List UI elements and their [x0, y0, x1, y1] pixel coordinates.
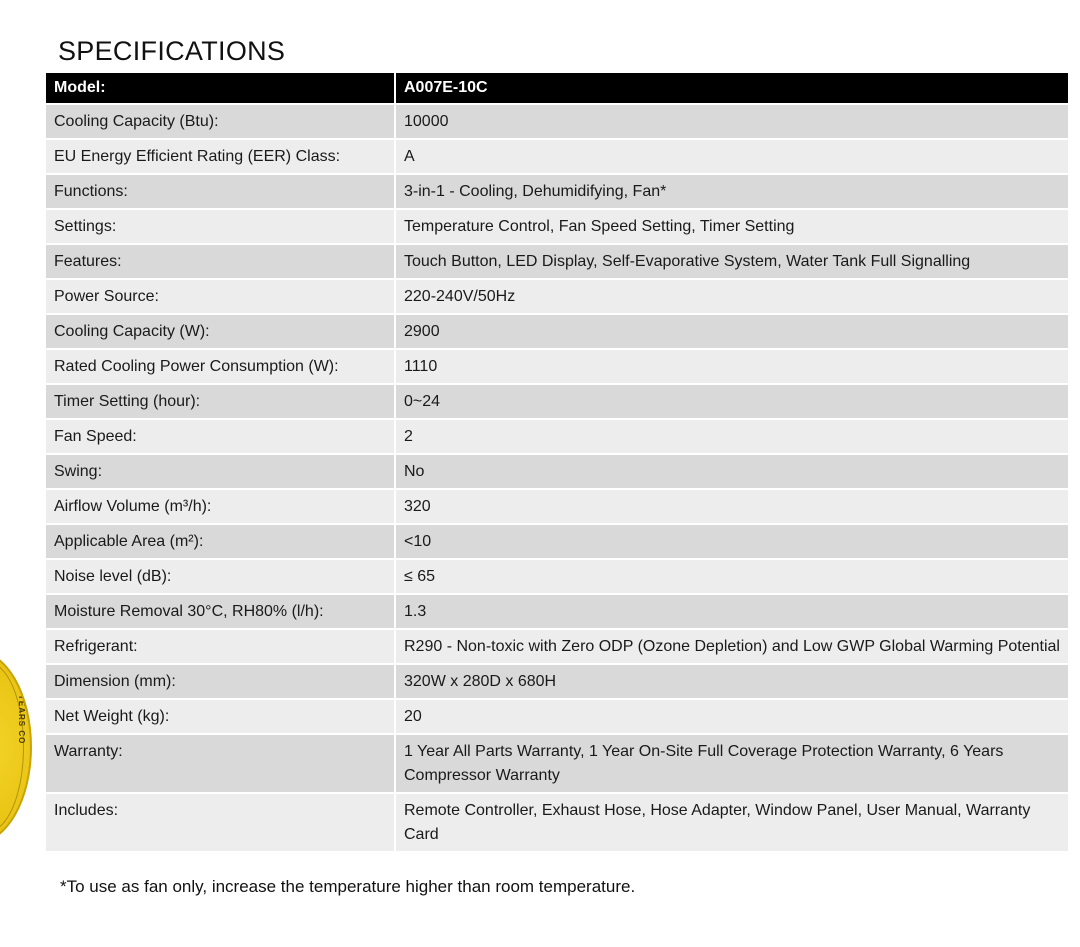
spec-label: Cooling Capacity (W):: [46, 315, 396, 350]
spec-value: R290 - Non-toxic with Zero ODP (Ozone Depletion) and Low GWP Global Warming Potential: [396, 630, 1068, 665]
spec-label: Net Weight (kg):: [46, 700, 396, 735]
table-row: [46, 630, 1068, 665]
table-row: [46, 735, 1068, 794]
page-title: SPECIFICATIONS: [58, 36, 286, 66]
spec-label: Fan Speed:: [46, 420, 396, 455]
table-row: [46, 794, 1068, 853]
spec-label: Functions:: [46, 175, 396, 210]
spec-value: 220-240V/50Hz: [396, 280, 1068, 315]
spec-value: Touch Button, LED Display, Self-Evaporative System, Water Tank Full Signalling: [396, 245, 1068, 280]
table-row: [46, 420, 1068, 455]
spec-value: Remote Controller, Exhaust Hose, Hose Adapter, Window Panel, User Manual, Warranty Card: [396, 794, 1068, 853]
table-row: [46, 175, 1068, 210]
spec-value: 3-in-1 - Cooling, Dehumidifying, Fan*: [396, 175, 1068, 210]
specifications-table: [46, 73, 1068, 853]
table-row: [46, 350, 1068, 385]
spec-value: No: [396, 455, 1068, 490]
spec-label: Airflow Volume (m³/h):: [46, 490, 396, 525]
spec-label: Swing:: [46, 455, 396, 490]
table-row: [46, 315, 1068, 350]
spec-value: 320: [396, 490, 1068, 525]
spec-value: ≤ 65: [396, 560, 1068, 595]
spec-label: Refrigerant:: [46, 630, 396, 665]
table-row: [46, 455, 1068, 490]
spec-label: Moisture Removal 30°C, RH80% (l/h):: [46, 595, 396, 630]
spec-label: Rated Cooling Power Consumption (W):: [46, 350, 396, 385]
table-row: [46, 280, 1068, 315]
table-row: [46, 700, 1068, 735]
table-row: [46, 105, 1068, 140]
spec-value: A: [396, 140, 1068, 175]
table-row: [46, 595, 1068, 630]
spec-value: 1 Year All Parts Warranty, 1 Year On-Site Full Coverage Protection Warranty, 6 Years Compressor Warranty: [396, 735, 1068, 794]
table-row: [46, 385, 1068, 420]
spec-label: Cooling Capacity (Btu):: [46, 105, 396, 140]
model-label: Model:: [46, 73, 396, 105]
spec-label: Noise level (dB):: [46, 560, 396, 595]
table-row: [46, 525, 1068, 560]
footnote: *To use as fan only, increase the temperature higher than room temperature.: [60, 877, 636, 896]
spec-label: Applicable Area (m²):: [46, 525, 396, 560]
spec-value: 10000: [396, 105, 1068, 140]
table-row: [46, 210, 1068, 245]
spec-value: 2: [396, 420, 1068, 455]
table-row: [46, 665, 1068, 700]
spec-value: <10: [396, 525, 1068, 560]
spec-value: 1110: [396, 350, 1068, 385]
spec-label: Dimension (mm):: [46, 665, 396, 700]
spec-value: 2900: [396, 315, 1068, 350]
spec-label: Power Source:: [46, 280, 396, 315]
spec-value: 320W x 280D x 680H: [396, 665, 1068, 700]
spec-value: Temperature Control, Fan Speed Setting, Timer Setting: [396, 210, 1068, 245]
table-row: [46, 245, 1068, 280]
table-row: [46, 560, 1068, 595]
spec-label: Warranty:: [46, 735, 396, 794]
spec-label: Includes:: [46, 794, 396, 853]
spec-label: EU Energy Efficient Rating (EER) Class:: [46, 140, 396, 175]
seal-text: 6 YEARS CO: [17, 686, 26, 745]
spec-label: Settings:: [46, 210, 396, 245]
spec-value: 1.3: [396, 595, 1068, 630]
model-value: A007E-10C: [396, 73, 1068, 105]
spec-label: Timer Setting (hour):: [46, 385, 396, 420]
table-row: [46, 490, 1068, 525]
table-row: [46, 140, 1068, 175]
spec-value: 0~24: [396, 385, 1068, 420]
spec-value: 20: [396, 700, 1068, 735]
table-header-row: [46, 73, 1068, 105]
spec-label: Features:: [46, 245, 396, 280]
warranty-seal: [0, 650, 32, 844]
